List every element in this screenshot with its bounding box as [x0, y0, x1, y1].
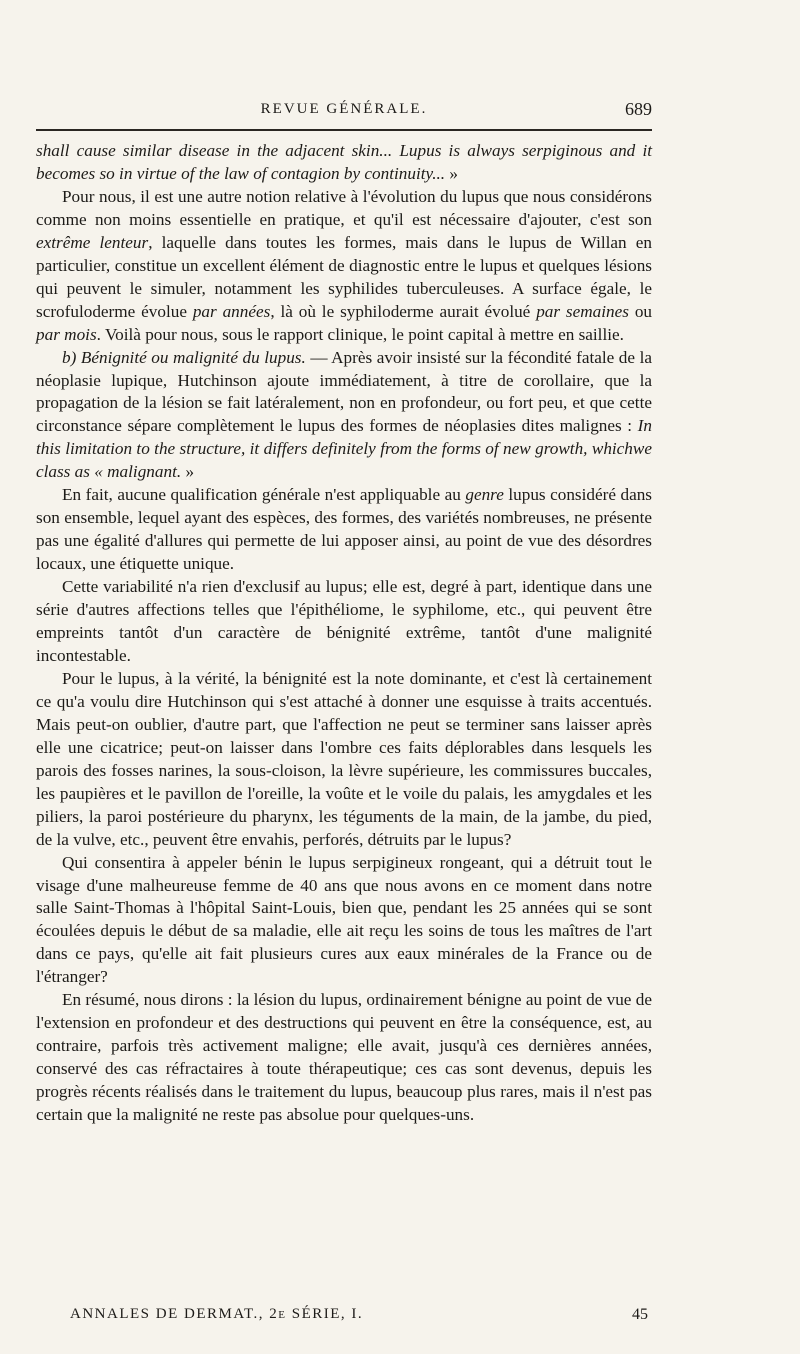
body-text: [36, 140, 652, 1127]
header-rule: [36, 129, 652, 131]
text-run: »: [445, 163, 458, 183]
italic-text: par années: [192, 301, 271, 321]
paragraph: [36, 852, 652, 990]
paragraph: [36, 989, 652, 1127]
italic-text: b) Bénignité ou malignité du lupus.: [62, 347, 306, 367]
text-run: »: [181, 462, 195, 482]
italic-text: In this limitation to the structure, it differs definitely from the forms of new growth, whichwe class as « malignant.: [36, 416, 652, 482]
italic-text: par semaines: [536, 301, 629, 321]
page-footer: [70, 1306, 652, 1328]
paragraph: [36, 347, 652, 485]
italic-text: extrême lenteur: [36, 232, 149, 252]
text-run: ou: [628, 301, 653, 321]
text-run: Pour nous, il est une autre notion relative à l'évolution du lupus que nous considérons comme non moins essentielle en pratique, et qu'il est nécessaire d'ajouter, c'est son: [36, 186, 652, 229]
page-header: [36, 99, 652, 123]
paragraph: [36, 140, 652, 186]
text-run: , là où le syphiloderme aurait évolué: [270, 301, 537, 321]
text-run: En fait, aucune qualification générale n'est appliquable au: [62, 485, 466, 505]
text-run: lupus considéré dans son ensemble, lequel ayant des espèces, des formes, des variétés nombreuses, ne présente pas une égalité d'allures qui permette de lui apposer ainsi, au point de vue des désordres locaux, une étiquette unique.: [36, 485, 652, 574]
text-run: En résumé, nous dirons : la lésion du lupus, ordinairement bénigne au point de vue de l'extension en profondeur et des destructions qui peuvent en être la conséquence, est, au contraire, parfois très activement maligne; elle avait, jusqu'à ces dernières années, conservé des cas réfractaires à toute thérapeutique; ces cas sont devenus, depuis les progrès récents réalisés dans le traitement du lupus, beaucoup plus rares, mais il n'est pas certain que la malignité ne reste pas absolue pour quelques-uns.: [36, 990, 652, 1125]
italic-text: genre: [465, 485, 504, 505]
italic-text: par mois: [36, 324, 97, 344]
sheet-number: 45: [632, 1306, 648, 1323]
running-head: REVUE GÉNÉRALE.: [260, 101, 428, 117]
text-run: Cette variabilité n'a rien d'exclusif au lupus; elle est, degré à part, identique dans une série d'autres affections telles que l'épithéliome, le syphilome, etc., qui peuvent être empreints tantôt d'un caractère de bénignité extrême, tantôt d'une malignité incontestable.: [36, 577, 652, 665]
paragraph: [36, 484, 652, 576]
paragraph: [36, 576, 652, 668]
page-number: 689: [625, 99, 652, 119]
paragraph: [36, 186, 652, 347]
text-run: — Après avoir insisté sur la fécondité fatale de la néoplasie lupique, Hutchinson ajoute immédiatement, à titre de corollaire, que la propagation de la lésion se fait latéralement, non en profondeur, ou fort peu, et que cette circonstance sépare complètement le lupus des formes de néoplasies dites malignes :: [36, 347, 652, 436]
signature-mark: ANNALES DE DERMAT., 2e SÉRIE, I.: [70, 1306, 364, 1322]
paragraph: [36, 668, 652, 852]
text-run: Pour le lupus, à la vérité, la bénignité est la note dominante, et c'est là certainement ce qu'a voulu dire Hutchinson qui s'est attaché à donner une esquisse à traits accentués. Mais peut-on oublier, d'autre part, que l'affection ne peut se terminer sans laisser après elle une cicatrice; peut-on laisser dans l'ombre ces faits déplorables dans lesquels les parois des fosses narines, la sous-cloison, la lèvre supérieure, les commissures buccales, les paupières et le pavillon de l'oreille, la voûte et le voile du palais, les amygdales et les piliers, la paroi postérieure du pharynx, les téguments de la main, de la jambe, du pied, de la vulve, etc., peuvent être envahis, perforés, détruits par le lupus?: [36, 668, 652, 849]
text-run: Qui consentira à appeler bénin le lupus serpigineux rongeant, qui a détruit tout le visage d'une malheureuse femme de 40 ans que nous avons en ce moment dans notre salle Saint-Thomas à l'hôpital Saint-Louis, bien que, pendant les 25 années qui se sont écoulées depuis le début de sa maladie, elle ait reçu les soins de tous les maîtres de l'art dans ce pays, qu'elle ait fait plusieurs cures aux eaux minérales de la France ou de l'étranger?: [36, 852, 652, 987]
text-run: , laquelle dans toutes les formes, mais dans le lupus de Willan en particulier, constitue un excellent élément de diagnostic entre le lupus et quelques lésions qui peuvent le simuler, notamment les syphilides tuberculeuses. A surface égale, le scrofuloderme évolue: [36, 232, 652, 321]
text-run: . Voilà pour nous, sous le rapport clinique, le point capital à mettre en saillie.: [96, 324, 624, 344]
italic-text: shall cause similar disease in the adjacent skin... Lupus is always serpiginous and it becomes so in virtue of the law of contagion by continuity...: [36, 141, 652, 183]
